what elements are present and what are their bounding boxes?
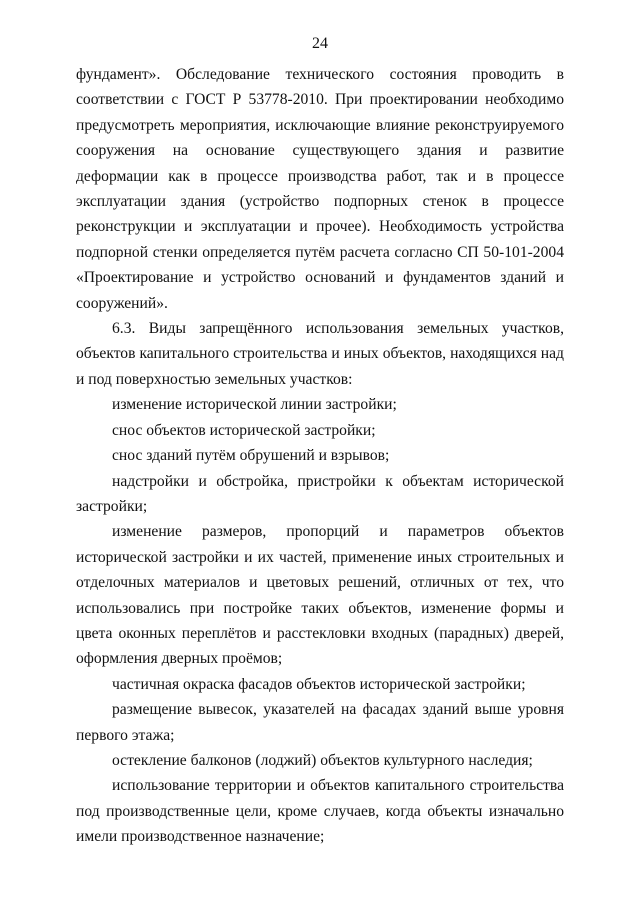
list-item: использование территории и объектов капитального строительства под производственные цели, кроме случаев, когда объекты изначально имели производственное назначение; (76, 777, 564, 846)
list-item: частичная окраска фасадов объектов исторической застройки; (112, 675, 526, 693)
list-item: снос зданий путём обрушений и взрывов; (112, 447, 390, 465)
paragraph-continuation: фундамент». Обследование технического состояния проводить в соответствии с ГОСТ Р 53778-2010. При проектировании необходимо предусмотреть мероприятия, исключающие влияние реконструируемого сооружения на основание существующего здания и развитие деформации как в процессе производства работ, так и в процессе эксплуатации здания (устройство подпорных стенок в процессе реконструкции и эксплуатации и прочее). Необходимость устройства подпорной стенки определяется путём расчета согласно СП 50-101-2004 «Проектирование и устройство оснований и фундаментов зданий и сооружений». (76, 66, 564, 312)
list-item: остекление балконов (лоджий) объектов культурного наследия; (112, 751, 533, 769)
list-item: изменение размеров, пропорций и параметров объектов исторической застройки и их частей, применение иных строительных и отделочных материалов и цветовых решений, отличных от тех, что использовались при постройке таких объектов, изменение формы и цвета оконных переплётов и расстекловки входных (парадных) дверей, оформления дверных проёмов; (76, 523, 564, 668)
list-item: размещение вывесок, указателей на фасадах зданий выше уровня первого этажа; (76, 701, 564, 744)
list-item: снос объектов исторической застройки; (112, 421, 376, 439)
document-body (76, 62, 564, 850)
list-item: изменение исторической линии застройки; (112, 396, 397, 414)
list-item: надстройки и обстройка, пристройки к объектам исторической застройки; (76, 472, 564, 515)
paragraph-section-6-3: 6.3. Виды запрещённого использования земельных участков, объектов капитального строительства и иных объектов, находящихся над и под поверхностью земельных участков: (76, 320, 564, 388)
page-number: 24 (312, 35, 328, 52)
